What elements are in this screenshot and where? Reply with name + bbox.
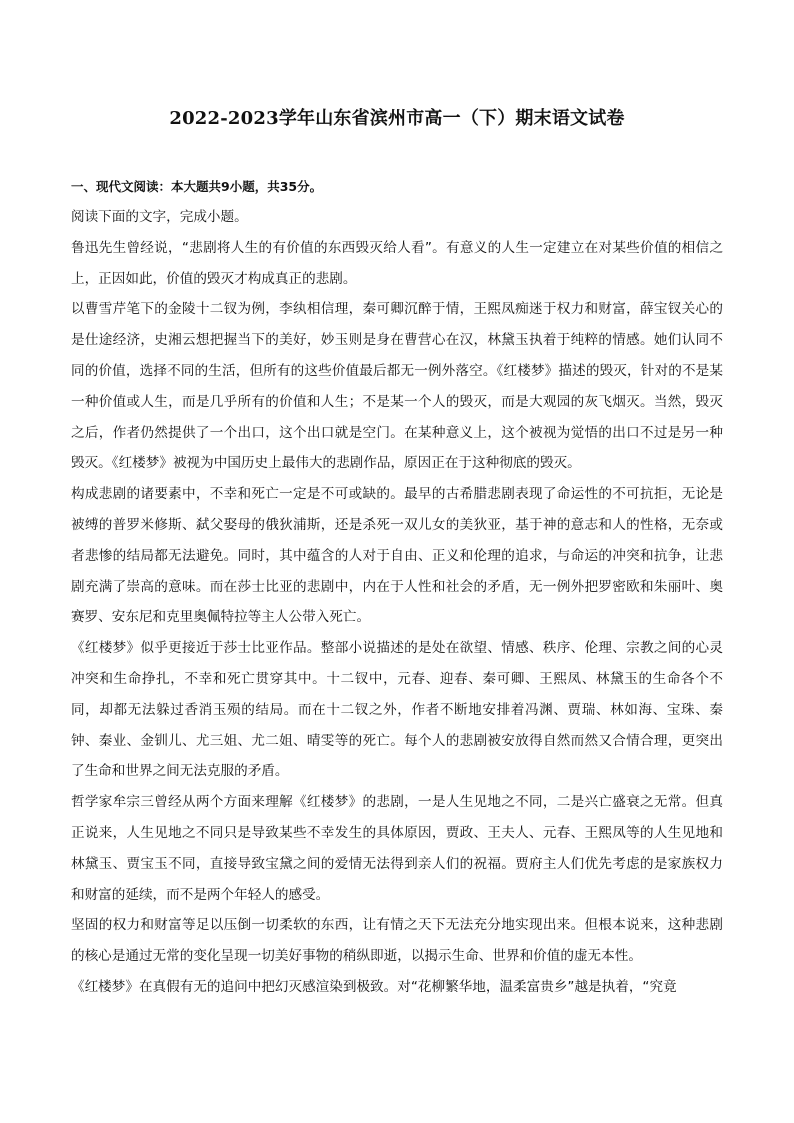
body-paragraph: 哲学家牟宗三曾经从两个方面来理解《红楼梦》的悲剧，一是人生见地之不同，二是兴亡盛衰之无常。但真正说来，人生见地之不同只是导致某些不幸发生的具体原因，贾政、王夫人、元春、王熙凤等的人生见地和林黛玉、贾宝玉不同，直接导致宝黛之间的爱情无法得到亲人们的祝福。贾府主人们优先考虑的是家族权力和财富的延续，而不是两个年轻人的感受。 bbox=[71, 794, 723, 903]
document-body bbox=[71, 172, 723, 1003]
body-paragraph: 《红楼梦》在真假有无的追问中把幻灭感渲染到极致。对“花柳繁华地，温柔富贵乡”越是执着，“究竟 bbox=[71, 978, 677, 995]
body-paragraph: 以曹雪芹笔下的金陵十二钗为例，李纨相信理，秦可卿沉醉于情，王熙凤痴迷于权力和财富，薛宝钗关心的是仕途经济，史湘云想把握当下的美好，妙玉则是身在曹营心在汉，林黛玉执着于纯粹的情感。她们认同不同的价值，选择不同的生活，但所有的这些价值最后都无一例外落空。《红楼梦》描述的毁灭，针对的不是某一种价值或人生，而是几乎所有的价值和人生；不是某一个人的毁灭，而是大观园的灰飞烟灭。当然，毁灭之后，作者仍然提供了一个出口，这个出口就是空门。在某种意义上，这个被视为觉悟的出口不过是另一种毁灭。《红楼梦》被视为中国历史上最伟大的悲剧作品，原因正在于这种彻底的毁灭。 bbox=[71, 301, 723, 472]
reading-instruction: 阅读下面的文字，完成小题。 bbox=[71, 209, 248, 225]
body-paragraph: 鲁迅先生曾经说，“悲剧将人生的有价值的东西毁灭给人看”。有意义的人生一定建立在对某些价值的相信之上，正因如此，价值的毁灭才构成真正的悲剧。 bbox=[71, 239, 723, 287]
body-paragraph: 《红楼梦》似乎更接近于莎士比亚作品。整部小说描述的是处在欲望、情感、秩序、伦理、宗教之间的心灵冲突和生命挣扎，不幸和死亡贯穿其中。十二钗中，元春、迎春、秦可卿、王熙凤、林黛玉的生命各个不同，却都无法躲过香消玉殒的结局。而在十二钗之外，作者不断地安排着冯渊、贾瑞、林如海、宝珠、秦钟、秦业、金钏儿、尤三姐、尤二姐、晴雯等的死亡。每个人的悲剧被安放得自然而然又合情合理，更突出了生命和世界之间无法克服的矛盾。 bbox=[71, 640, 723, 780]
body-paragraph: 构成悲剧的诸要素中，不幸和死亡一定是不可或缺的。最早的古希腊悲剧表现了命运性的不可抗拒，无论是被缚的普罗米修斯、弑父娶母的俄狄浦斯，还是杀死一双儿女的美狄亚，基于神的意志和人的性格，无奈或者悲惨的结局都无法避免。同时，其中蕴含的人对于自由、正义和伦理的追求，与命运的冲突和抗争，让悲剧充满了崇高的意味。而在莎士比亚的悲剧中，内在于人性和社会的矛盾，无一例外把罗密欧和朱丽叶、奥赛罗、安东尼和克里奥佩特拉等主人公带入死亡。 bbox=[71, 486, 723, 626]
body-paragraph: 坚固的权力和财富等足以压倒一切柔软的东西，让有情之天下无法充分地实现出来。但根本说来，这种悲剧的核心是通过无常的变化呈现一切美好事物的稍纵即逝，以揭示生命、世界和价值的虚无本性。 bbox=[71, 917, 723, 965]
document-title: 2022-2023学年山东省滨州市高一（下）期末语文试卷 bbox=[169, 108, 625, 129]
section-heading: 一、现代文阅读：本大题共9小题，共35分。 bbox=[71, 179, 323, 194]
